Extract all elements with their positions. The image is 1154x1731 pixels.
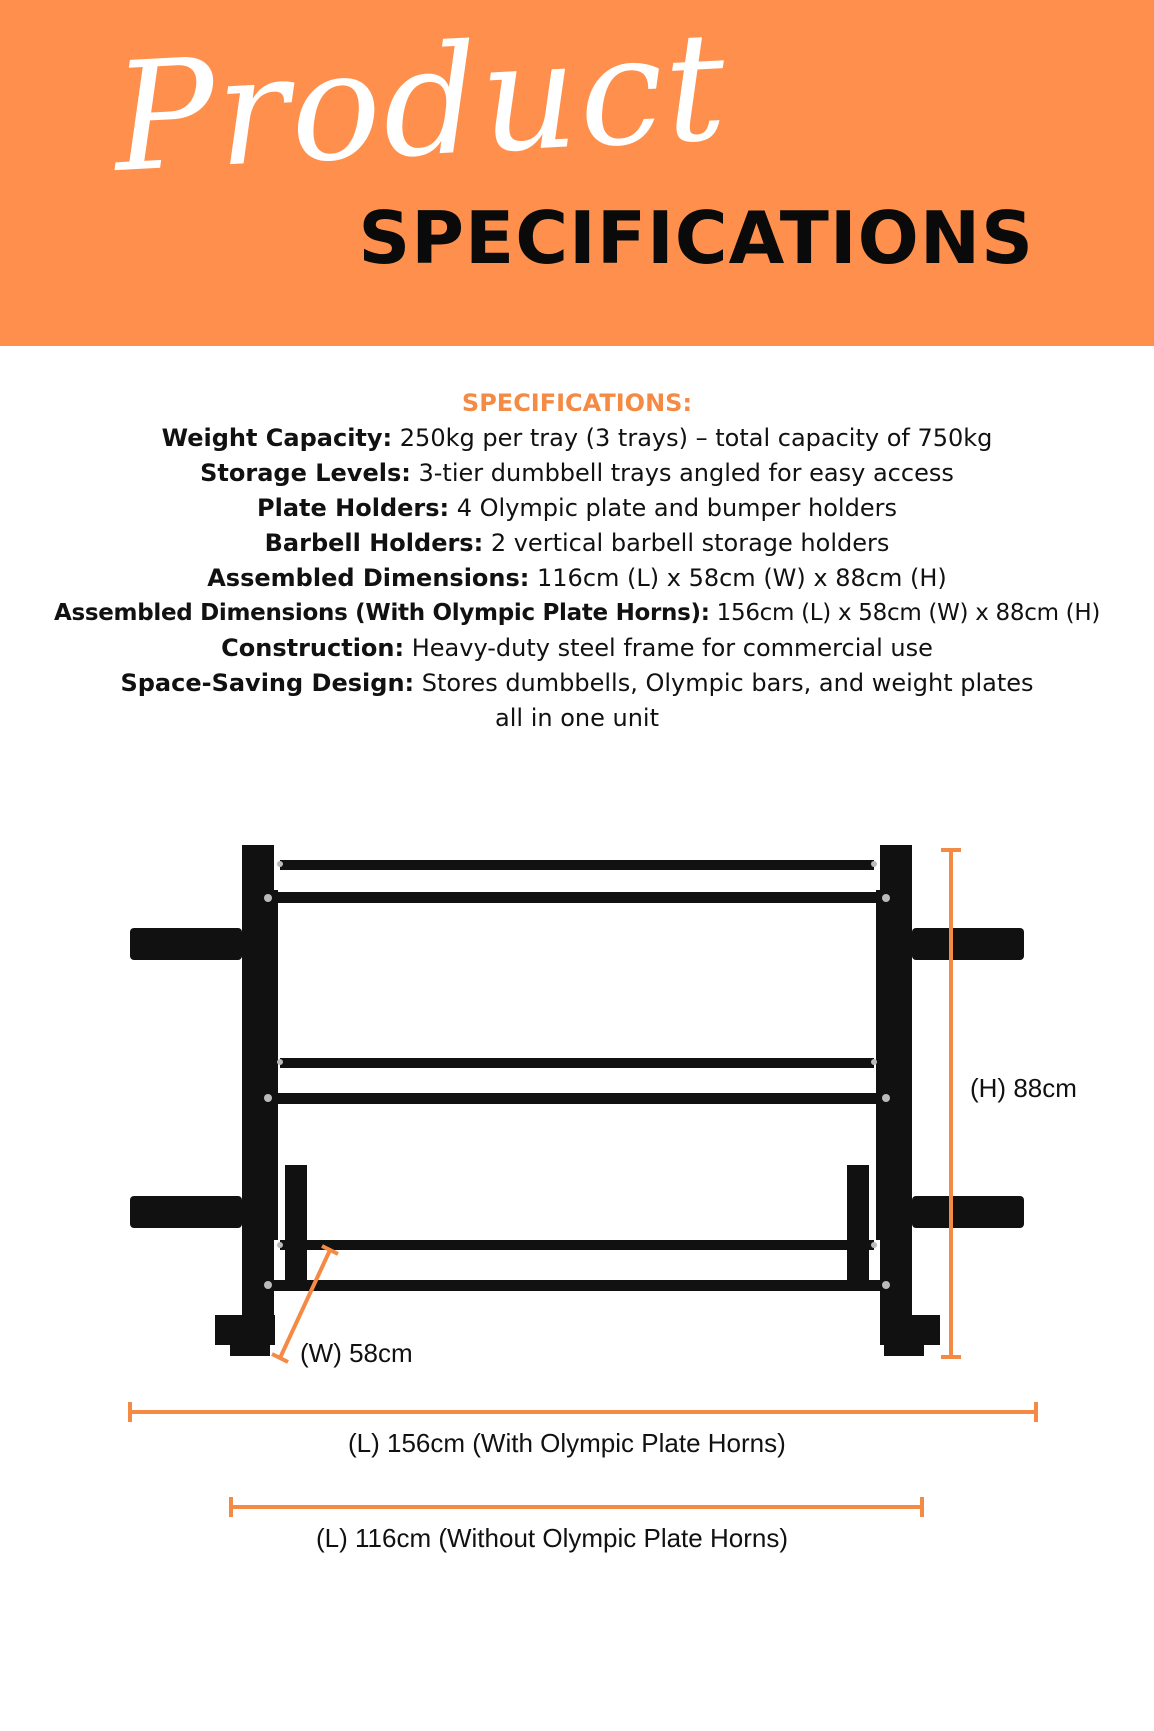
length-without-horns-label: (L) 116cm (Without Olympic Plate Horns): [316, 1523, 788, 1553]
plate-horn: [912, 928, 1024, 960]
tier-middle-rear-bar: [280, 1058, 874, 1068]
spec-value: 3-tier dumbbell trays angled for easy access: [410, 459, 954, 487]
length-with-horns-label: (L) 156cm (With Olympic Plate Horns): [348, 1428, 786, 1458]
spec-value: Stores dumbbells, Olympic bars, and weight plates: [414, 669, 1034, 697]
spec-label: Plate Holders:: [257, 494, 450, 522]
spec-label: Barbell Holders:: [264, 529, 484, 557]
tier-bottom-front-bar: [265, 1280, 889, 1291]
plate-horn: [912, 1196, 1024, 1228]
spec-label: Assembled Dimensions:: [207, 564, 530, 592]
right-upright-inner: [876, 890, 892, 1240]
right-foot-base: [884, 1330, 924, 1356]
plate-horn: [130, 1196, 242, 1228]
tier-top-rear-bar: [280, 860, 874, 870]
spec-line-continuation: all in one unit: [495, 704, 659, 732]
spec-label: Assembled Dimensions (With Olympic Plate Horns):: [53, 600, 710, 626]
spec-line-space-saving: [0, 666, 1154, 701]
width-label: (W) 58cm: [300, 1338, 413, 1368]
spec-label: Weight Capacity:: [161, 424, 393, 452]
spec-line-assembled-dimensions-horns: [0, 596, 1154, 631]
spec-line-plate-holders: [0, 491, 1154, 526]
tier-top-front-bar: [265, 892, 889, 903]
spec-line-weight-capacity: [0, 421, 1154, 456]
dumbbell-rack-illustration: [0, 790, 1154, 1590]
barbell-holder: [847, 1165, 869, 1285]
left-upright-inner: [262, 890, 278, 1240]
spec-value: 4 Olympic plate and bumper holders: [449, 494, 897, 522]
spec-label: Space-Saving Design:: [120, 669, 415, 697]
spec-value: 116cm (L) x 58cm (W) x 88cm (H): [529, 564, 947, 592]
spec-label: Construction:: [221, 634, 405, 662]
specs-heading: SPECIFICATIONS:: [461, 389, 693, 417]
specifications-list: [0, 386, 1154, 736]
spec-line-storage-levels: [0, 456, 1154, 491]
spec-value: 2 vertical barbell storage holders: [483, 529, 890, 557]
barbell-holder: [285, 1165, 307, 1285]
product-diagram: [0, 790, 1154, 1590]
spec-value: Heavy-duty steel frame for commercial use: [404, 634, 933, 662]
height-label: (H) 88cm: [970, 1073, 1077, 1103]
spec-line-barbell-holders: [0, 526, 1154, 561]
spec-value: 250kg per tray (3 trays) – total capacity of 750kg: [392, 424, 993, 452]
tier-bottom-rear-bar: [280, 1240, 874, 1250]
spec-line-construction: [0, 631, 1154, 666]
page-title: SPECIFICATIONS: [358, 196, 1034, 280]
left-foot-base: [230, 1330, 270, 1356]
script-title: Product: [109, 0, 732, 206]
header-banner: [0, 0, 1154, 346]
tier-middle-front-bar: [265, 1093, 889, 1104]
plate-horn: [130, 928, 242, 960]
spec-label: Storage Levels:: [200, 459, 411, 487]
spec-value: 156cm (L) x 58cm (W) x 88cm (H): [709, 600, 1101, 626]
spec-line-assembled-dimensions: [0, 561, 1154, 596]
